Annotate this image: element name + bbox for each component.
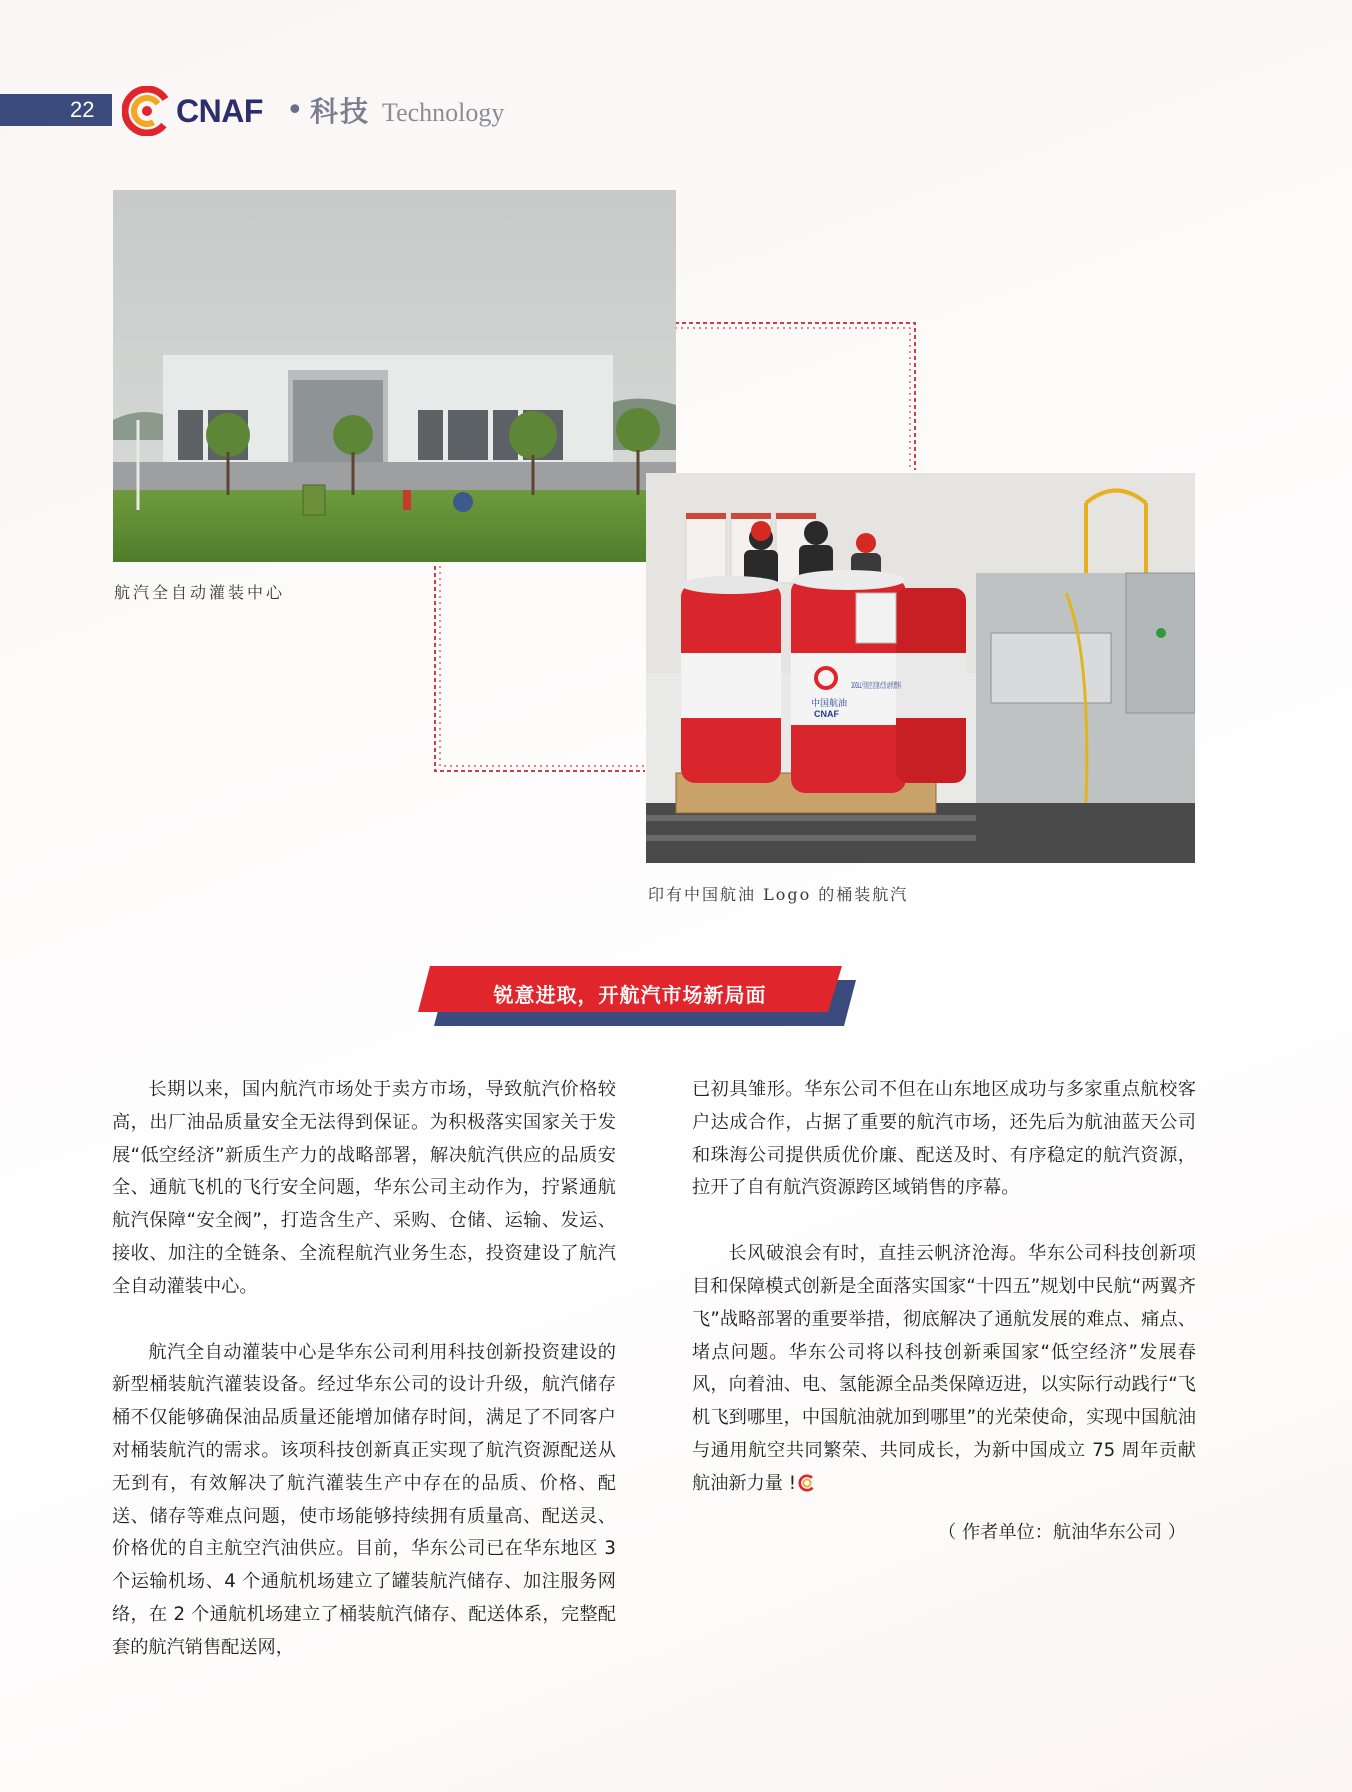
- barrel-logo-en: CNAF: [814, 709, 839, 719]
- paragraph-text: 长风破浪会有时，直挂云帆济沧海。华东公司科技创新项目和保障模式创新是全面落实国家“十四五”规划中民航“两翼齐飞”战略部署的重要举措，彻底解决了通航发展的难点、痛点、堵点问题。华东公司将以科技创新乘国家“低空经济”发展春风，向着油、电、氢能源全品类保障迈进，以实际行动践行“飞机飞到哪里，中国航油就加到哪里”的光荣使命，实现中国航油与通用航空共同繁荣、共同成长，为新中国成立 75 周年贡献航油新力量 !: [692, 1243, 1196, 1494]
- photo-filling-center: [113, 190, 676, 562]
- section-title-cn: 科技: [310, 95, 371, 128]
- author-affiliation: （ 作者单位：航油华东公司 ）: [937, 1521, 1186, 1543]
- end-mark-logo-icon: [798, 1474, 816, 1492]
- photo-barrels: [646, 473, 1195, 863]
- photo-caption-filling-center: 航汽全自动灌装中心: [114, 583, 286, 602]
- paragraph: 长期以来，国内航汽市场处于卖方市场，导致航汽价格较高，出厂油品质量安全无法得到保证。为积极落实国家关于发展“低空经济”新质生产力的战略部署，解决航汽供应的品质安全、通航飞机的飞行安全问题，华东公司主动作为，拧紧通航航汽保障“安全阀”，打造含生产、采购、仓储、运输、发运、接收、加注的全链条、全流程航汽业务生态，投资建设了航汽全自动灌装中心。: [112, 1079, 616, 1297]
- section-heading: 锐意进取，开航汽市场新局面: [493, 983, 767, 1007]
- paragraph-final: [692, 1238, 1196, 1500]
- cnaf-logo-icon: [122, 86, 172, 136]
- article-right-column: [692, 1074, 1196, 1549]
- article-left-column: [112, 1074, 616, 1665]
- photo-caption-barrels: 印有中国航油 Logo 的桶装航汽: [648, 885, 909, 904]
- barrel-product-label: [851, 680, 901, 690]
- page-number: 22: [70, 97, 95, 122]
- brand-name: CNAF: [176, 93, 263, 129]
- page-number-bar: [0, 94, 112, 126]
- paragraph: 已初具雏形。华东公司不但在山东地区成功与多家重点航校客户达成合作，占据了重要的航汽市场，还先后为航油蓝天公司和珠海公司提供质优价廉、配送及时、有序稳定的航汽资源，拉开了自有航汽资源跨区域销售的序幕。: [692, 1079, 1196, 1199]
- paragraph: 航汽全自动灌装中心是华东公司利用科技创新投资建设的新型桶装航汽灌装设备。经过华东公司的设计升级，航汽储存桶不仅能够确保油品质量还能增加储存时间，满足了不同客户对桶装航汽的需求。该项科技创新真正实现了航汽资源配送从无到有，有效解决了航汽灌装生产中存在的品质、价格、配送、储存等难点问题，使市场能够持续拥有质量高、配送灵、价格优的自主航空汽油供应。目前，华东公司已在华东地区 3 个运输机场、4 个通航机场建立了罐装航汽储存、加注服务网络，在 2 个通航机场建立了桶装航汽储存、配送体系，完整配套的航汽销售配送网，: [112, 1341, 616, 1658]
- barrel-logo-cn: 中国航油: [811, 699, 848, 709]
- section-title-en: Technology: [382, 98, 505, 127]
- header-separator: •: [286, 93, 304, 128]
